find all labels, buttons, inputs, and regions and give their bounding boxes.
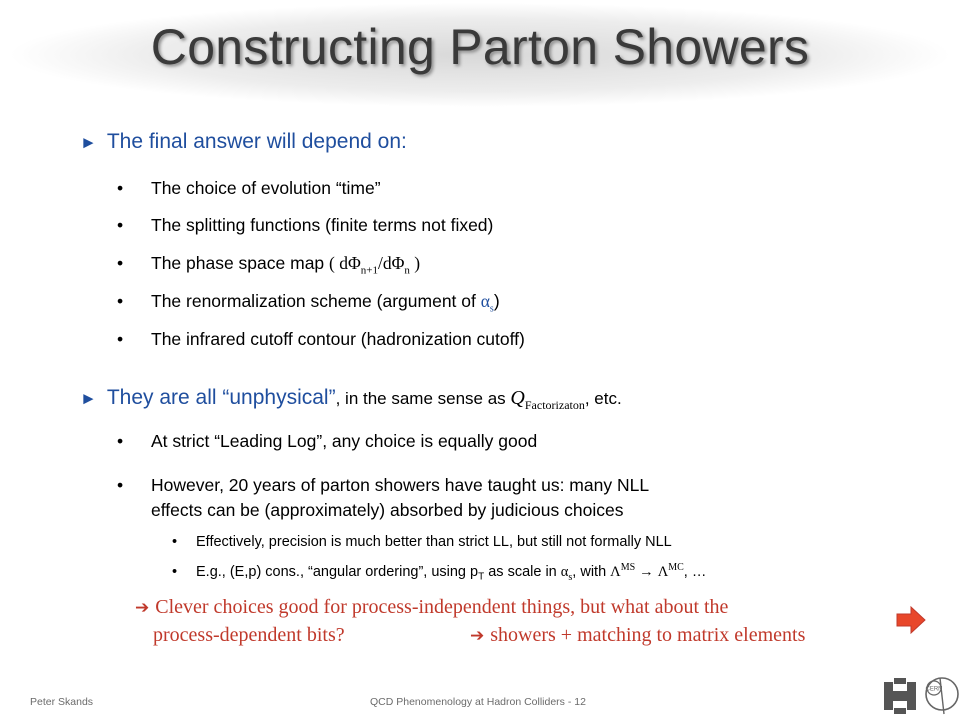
slide-title: Constructing Parton Showers	[150, 19, 810, 75]
footer-talk-title: QCD Phenomenology at Hadron Colliders - 12	[370, 696, 586, 708]
arrow-icon: ➔	[135, 598, 150, 618]
right-arrow-icon: →	[639, 563, 654, 580]
bullet-final-answer	[80, 130, 407, 154]
conclusion-line-1: ➔ Clever choices good for process-independent things, but what about the	[135, 596, 729, 618]
bullet-final-answer-text: The final answer will depend on:	[106, 130, 407, 153]
phase-space-formula: ( $d\Phi_{n+1}/d\Phi_n$ )	[329, 253, 421, 277]
list-item: • The renormalization scheme (argument of $\alpha_s$)	[117, 291, 500, 315]
svg-text:CERN: CERN	[925, 686, 943, 693]
list-item: • The choice of evolution “time”	[117, 178, 381, 198]
triangle-bullet-icon: ►	[80, 389, 97, 408]
list-item: • At strict “Leading Log”, any choice is equally good	[117, 431, 538, 451]
fermilab-logo	[880, 676, 920, 716]
q-factorization-symbol: $Q_{Factorizaton}$	[510, 387, 585, 412]
list-item: • However, 20 years of parton showers have taught us: many NLL	[117, 475, 650, 495]
alpha-s-symbol: $\alpha_s$	[480, 291, 494, 315]
cern-logo	[920, 672, 960, 716]
bullet-unphysical: ► They are all “unphysical”, in the same sense as $Q_{Factorizaton}$, etc.	[80, 386, 622, 412]
list-item: • The phase space map ( $d\Phi_{n+1}/d\Phi_n$ )	[117, 253, 421, 277]
triangle-bullet-icon: ►	[80, 133, 97, 152]
list-item: • The infrared cutoff contour (hadronization cutoff)	[117, 329, 525, 349]
sub-list-item: • Effectively, precision is much better than strict LL, but still not formally NLL	[172, 534, 672, 550]
sub-list-item: • E.g., (E,p) cons., “angular ordering”, using $p_T$ as scale in $\alpha_s$, with $\Lambda^{MS} \to \Lambda^{MC}$, …	[172, 562, 707, 583]
footer-author: Peter Skands	[30, 696, 94, 708]
list-item-continuation: effects can be (approximately) absorbed by judicious choices	[151, 500, 624, 520]
conclusion-line-2b: ➔ showers + matching to matrix elements	[470, 624, 806, 646]
arrow-icon: ➔	[470, 626, 485, 646]
conclusion-line-2: process-dependent bits?	[153, 624, 345, 646]
next-slide-arrow-icon[interactable]	[896, 605, 926, 635]
list-item: • The splitting functions (finite terms not fixed)	[117, 215, 494, 235]
